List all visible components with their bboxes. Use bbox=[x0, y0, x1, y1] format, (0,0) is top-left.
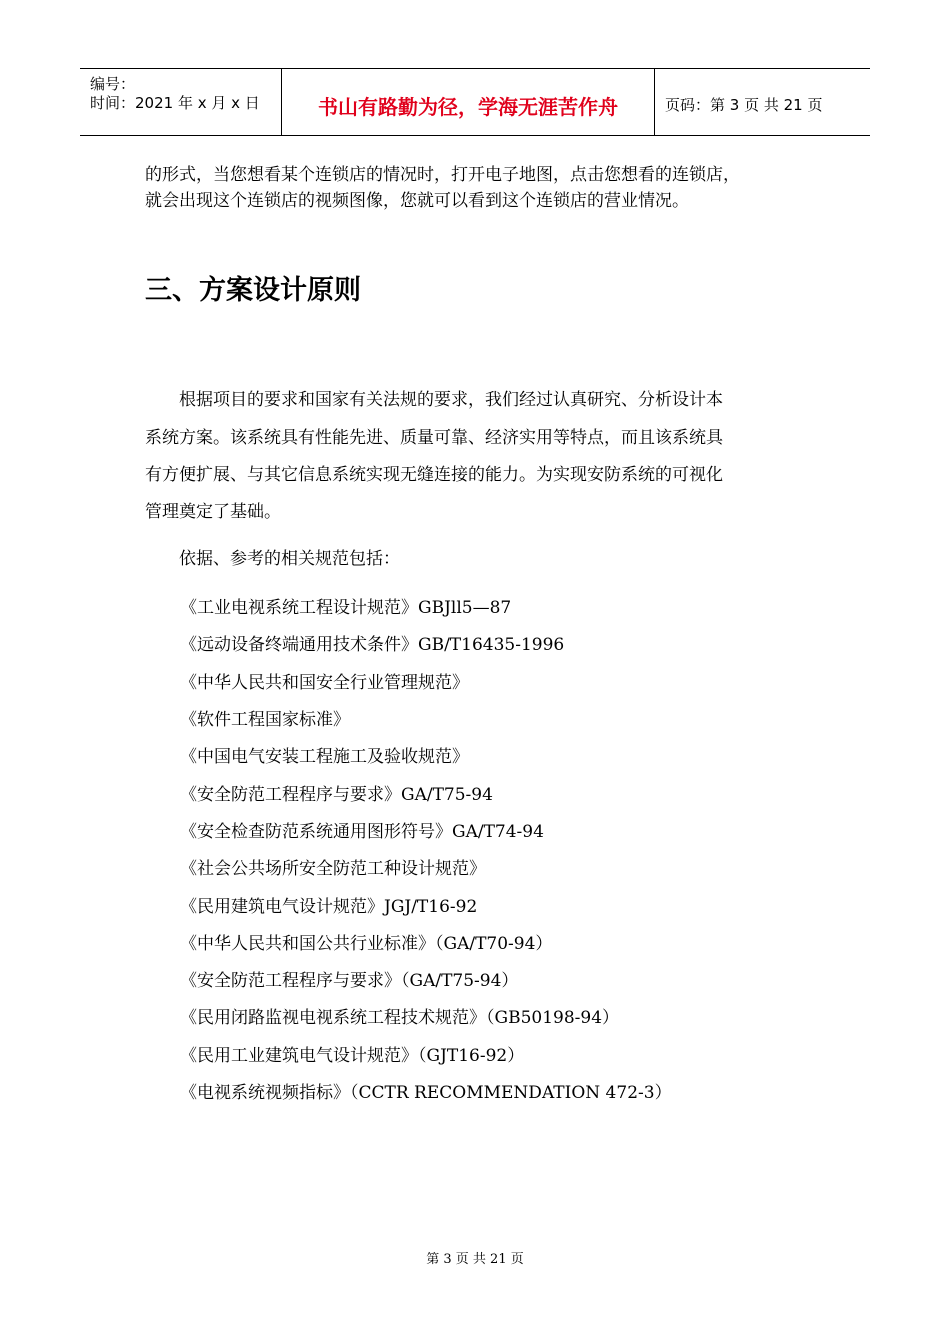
paragraph-line: 系统方案。该系统具有性能先进、质量可靠、经济实用等特点，而且该系统具 bbox=[145, 428, 723, 448]
header-table bbox=[80, 68, 870, 136]
reference-item: 《安全防范工程程序与要求》GA/T75-94 bbox=[180, 785, 493, 805]
header-meta-cell bbox=[80, 69, 282, 135]
reference-item: 《民用工业建筑电气设计规范》（GJT16-92） bbox=[180, 1046, 525, 1066]
reference-item: 《民用建筑电气设计规范》JGJ/T16-92 bbox=[180, 897, 478, 917]
reference-item: 《电视系统视频指标》（CCTR RECOMMENDATION 472-3） bbox=[180, 1083, 672, 1103]
doc-number-label: 编号： bbox=[90, 75, 136, 93]
intro-line: 就会出现这个连锁店的视频图像，您就可以看到这个连锁店的营业情况。 bbox=[145, 191, 689, 211]
reference-item: 《中国电气安装工程施工及验收规范》 bbox=[180, 747, 469, 767]
reference-item: 《中华人民共和国公共行业标准》（GA/T70-94） bbox=[180, 934, 553, 954]
header-motto-cell bbox=[282, 69, 655, 135]
paragraph-line: 依据、参考的相关规范包括： bbox=[145, 549, 400, 569]
motto-text: 书山有路勤为径，学海无涯苦作舟 bbox=[318, 95, 618, 119]
page-footer: 第 3 页 共 21 页 bbox=[426, 1252, 524, 1267]
reference-item: 《远动设备终端通用技术条件》GB/T16435-1996 bbox=[180, 635, 565, 655]
reference-item: 《软件工程国家标准》 bbox=[180, 710, 350, 730]
intro-line: 的形式，当您想看某个连锁店的情况时，打开电子地图，点击您想看的连锁店， bbox=[145, 165, 740, 185]
header-page-info: 页码：第 3 页 共 21 页 bbox=[665, 96, 823, 114]
paragraph-line: 有方便扩展、与其它信息系统实现无缝连接的能力。为实现安防系统的可视化 bbox=[145, 465, 723, 485]
reference-item: 《民用闭路监视电视系统工程技术规范》（GB50198-94） bbox=[180, 1008, 620, 1028]
reference-item: 《工业电视系统工程设计规范》GBJll5—87 bbox=[180, 598, 512, 618]
reference-item: 《社会公共场所安全防范工种设计规范》 bbox=[180, 859, 486, 879]
section-title: 三、方案设计原则 bbox=[145, 275, 361, 306]
doc-time-label: 时间：2021 年 x 月 x 日 bbox=[90, 94, 260, 112]
reference-item: 《中华人民共和国安全行业管理规范》 bbox=[180, 673, 469, 693]
paragraph-line: 管理奠定了基础。 bbox=[145, 502, 281, 522]
header-page-cell bbox=[655, 69, 870, 135]
paragraph-line: 根据项目的要求和国家有关法规的要求，我们经过认真研究、分析设计本 bbox=[145, 390, 723, 410]
reference-item: 《安全检查防范系统通用图形符号》GA/T74-94 bbox=[180, 822, 544, 842]
reference-item: 《安全防范工程程序与要求》（GA/T75-94） bbox=[180, 971, 519, 991]
